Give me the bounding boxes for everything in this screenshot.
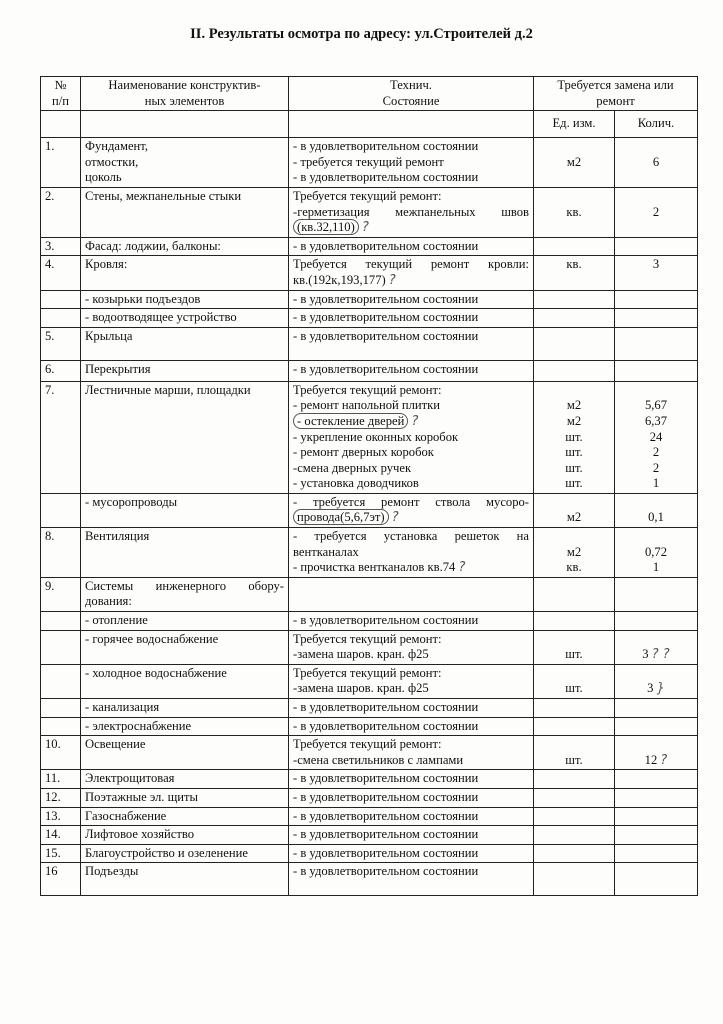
table-row <box>41 844 698 863</box>
row-state: - в удовлетворительном состоянии <box>289 360 534 381</box>
header-qty: Колич. <box>615 111 698 138</box>
row-qty: 3 ? ? <box>615 630 698 664</box>
row-state: - в удовлетворительном состоянии <box>289 327 534 360</box>
handwritten-mark: ? <box>660 752 668 768</box>
table-row <box>41 630 698 664</box>
handwritten-mark: } <box>656 681 665 697</box>
row-name: - электроснабжение <box>81 717 289 736</box>
row-name: Крыльца <box>81 327 289 360</box>
row-name: Электрощитовая <box>81 770 289 789</box>
row-state: - в удовлетворительном состоянии <box>289 309 534 328</box>
row-num: 9. <box>41 577 81 611</box>
row-name: Лестничные марши, площадки <box>81 381 289 493</box>
table-row <box>41 788 698 807</box>
row-unit: м2 м2 шт. шт. шт. шт. <box>534 381 615 493</box>
table-row <box>41 770 698 789</box>
table-row <box>41 290 698 309</box>
table-row <box>41 863 698 896</box>
row-name: Кровля: <box>81 256 289 290</box>
row-state: - в удовлетворительном состоянии <box>289 717 534 736</box>
row-unit: кв. <box>534 256 615 290</box>
handwritten-mark: ? ? <box>651 647 670 663</box>
row-unit: м2 <box>534 138 615 188</box>
row-state: - в удовлетворительном состоянии <box>289 844 534 863</box>
row-name: - канализация <box>81 699 289 718</box>
header-unit: Ед. изм. <box>534 111 615 138</box>
row-state: - в удовлетворительном состоянии <box>289 699 534 718</box>
row-name: - горячее водоснабжение <box>81 630 289 664</box>
header-num: № п/п <box>41 77 81 111</box>
row-name: Стены, межпанельные стыки <box>81 187 289 237</box>
row-name: Фундамент, отмостки, цоколь <box>81 138 289 188</box>
row-qty: 3 <box>615 256 698 290</box>
table-row <box>41 717 698 736</box>
row-name: Подъезды <box>81 863 289 896</box>
row-name: - мусоропроводы <box>81 493 289 527</box>
table-row <box>41 528 698 578</box>
handwritten-mark: ? <box>391 510 399 526</box>
header-repair: Требуется замена или ремонт <box>534 77 698 111</box>
row-state: - в удовлетворительном состоянии <box>289 788 534 807</box>
row-num: 11. <box>41 770 81 789</box>
row-unit: шт. <box>534 664 615 698</box>
header-row <box>41 77 698 111</box>
row-name: - водоотводящее устройство <box>81 309 289 328</box>
row-name: Газоснабжение <box>81 807 289 826</box>
row-state: - требуется ремонт ствола мусоро- провода(5,6,7эт) ? <box>289 493 534 527</box>
row-num: 16 <box>41 863 81 896</box>
row-state: Требуется текущий ремонт: -замена шаров. кран. ф25 <box>289 630 534 664</box>
table-row <box>41 826 698 845</box>
row-name: Перекрытия <box>81 360 289 381</box>
row-unit: м2 <box>534 493 615 527</box>
row-qty: 6 <box>615 138 698 188</box>
row-state: - в удовлетворительном состоянии <box>289 290 534 309</box>
row-unit: м2 кв. <box>534 528 615 578</box>
handwritten-mark: ? <box>361 220 369 236</box>
table-row <box>41 237 698 256</box>
row-name: Освещение <box>81 736 289 770</box>
row-state: - в удовлетворительном состоянии <box>289 826 534 845</box>
row-state: - в удовлетворительном состоянии <box>289 770 534 789</box>
handwritten-mark: ? <box>388 272 396 288</box>
row-state: Требуется текущий ремонт кровли: кв.(192к,193,177) ? <box>289 256 534 290</box>
handwritten-mark: ? <box>458 560 466 576</box>
row-qty: 12 ? <box>615 736 698 770</box>
row-name: Вентиляция <box>81 528 289 578</box>
row-num: 4. <box>41 256 81 290</box>
row-unit: шт. <box>534 736 615 770</box>
handwritten-mark: ? <box>411 413 419 429</box>
row-num: 1. <box>41 138 81 188</box>
row-name: - козырьки подъездов <box>81 290 289 309</box>
table-row <box>41 138 698 188</box>
table-row <box>41 577 698 611</box>
table-row <box>41 736 698 770</box>
row-qty: 0,1 <box>615 493 698 527</box>
row-name: Лифтовое хозяйство <box>81 826 289 845</box>
row-name: - отопление <box>81 612 289 631</box>
row-state: - в удовлетворительном состоянии <box>289 863 534 896</box>
table-row <box>41 699 698 718</box>
row-state: - в удовлетворительном состоянии <box>289 612 534 631</box>
row-num: 8. <box>41 528 81 578</box>
row-state: - в удовлетворительном состоянии <box>289 237 534 256</box>
row-num: 15. <box>41 844 81 863</box>
row-qty: 2 <box>615 187 698 237</box>
table-row <box>41 309 698 328</box>
row-num: 14. <box>41 826 81 845</box>
row-num: 13. <box>41 807 81 826</box>
row-num: 10. <box>41 736 81 770</box>
row-state: - требуется установка решеток на вентканалах - прочистка вентканалов кв.74 ? <box>289 528 534 578</box>
row-num: 7. <box>41 381 81 493</box>
table-row <box>41 360 698 381</box>
row-num: 3. <box>41 237 81 256</box>
row-unit: кв. <box>534 187 615 237</box>
row-qty: 5,67 6,37 24 2 2 1 <box>615 381 698 493</box>
row-qty: 3 } <box>615 664 698 698</box>
row-name: - холодное водоснабжение <box>81 664 289 698</box>
page-title: II. Результаты осмотра по адресу: ул.Строителей д.2 <box>190 26 533 42</box>
row-state: - в удовлетворительном состоянии <box>289 807 534 826</box>
header-name: Наименование конструктив- ных элементов <box>81 77 289 111</box>
table-row <box>41 187 698 237</box>
row-num: 12. <box>41 788 81 807</box>
inspection-table <box>40 76 698 896</box>
row-unit: шт. <box>534 630 615 664</box>
table-row <box>41 256 698 290</box>
row-state: Требуется текущий ремонт: -герметизация межпанельных швов (кв.32,110) ? <box>289 187 534 237</box>
table-row <box>41 381 698 493</box>
row-state: - в удовлетворительном состоянии - требуется текущий ремонт - в удовлетворительном состоянии <box>289 138 534 188</box>
row-name: Поэтажные эл. щиты <box>81 788 289 807</box>
table-row <box>41 493 698 527</box>
header-state: Технич. Состояние <box>289 77 534 111</box>
row-num: 2. <box>41 187 81 237</box>
table-row <box>41 327 698 360</box>
row-qty: 0,72 1 <box>615 528 698 578</box>
row-state: Требуется текущий ремонт: -замена шаров. кран. ф25 <box>289 664 534 698</box>
table-row <box>41 664 698 698</box>
row-num: 5. <box>41 327 81 360</box>
row-num: 6. <box>41 360 81 381</box>
row-state: Требуется текущий ремонт: -смена светильников с лампами <box>289 736 534 770</box>
row-name: Фасад: лоджии, балконы: <box>81 237 289 256</box>
row-state: Требуется текущий ремонт: - ремонт напольной плитки - остекление дверей ? - укрепление оконных коробок - ремонт дверных коробок -смена дверных ручек - установка доводчиков <box>289 381 534 493</box>
header-units-row <box>41 111 698 138</box>
table-row <box>41 612 698 631</box>
row-name: Системы инженерного обору- дования: <box>81 577 289 611</box>
row-name: Благоустройство и озеленение <box>81 844 289 863</box>
table-row <box>41 807 698 826</box>
